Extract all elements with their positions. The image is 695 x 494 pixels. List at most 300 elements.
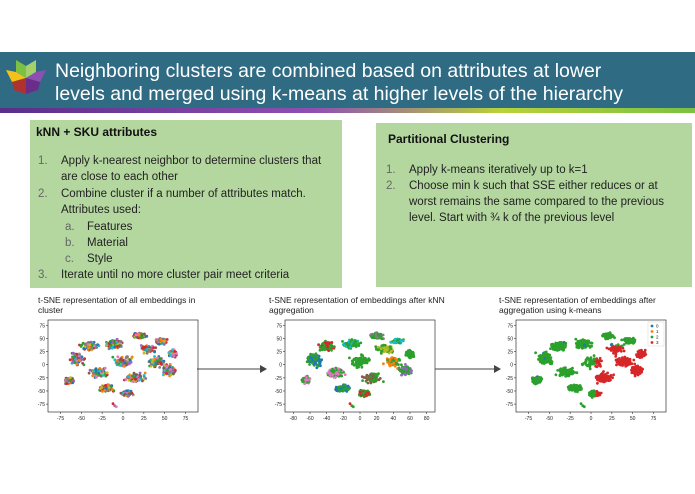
scatter-point [596, 393, 599, 396]
list-item-text: Attributes used: [61, 204, 141, 216]
scatter-point [160, 363, 163, 366]
scatter-point [398, 341, 401, 344]
scatter-point [91, 374, 94, 377]
scatter-point [372, 374, 375, 377]
scatter-point [126, 389, 129, 392]
legend-label: 2 [656, 334, 659, 340]
scatter-point [169, 368, 172, 371]
scatter-point [615, 364, 618, 367]
scatter-point [589, 342, 592, 345]
scatter-point [95, 367, 98, 370]
scatter-point [111, 388, 114, 391]
scatter-point [111, 356, 114, 359]
y-tick-label: -25 [505, 375, 513, 382]
scatter-point [560, 373, 563, 376]
scatter-point [409, 352, 412, 355]
scatter-point [82, 342, 85, 345]
scatter-point [173, 350, 176, 353]
y-tick-label: 25 [39, 349, 45, 356]
scatter-point [539, 381, 542, 384]
scatter-point [351, 360, 354, 363]
scatter-point [158, 366, 161, 369]
scatter-point [335, 386, 338, 389]
scatter-point [541, 362, 544, 365]
scatter-point [632, 359, 635, 362]
scatter-point [551, 345, 554, 348]
scatter-point [583, 340, 586, 343]
scatter-point [130, 390, 133, 393]
scatter-point [389, 341, 392, 344]
scatter-point [536, 379, 539, 382]
accent-stripe [0, 108, 695, 113]
scatter-point [331, 373, 334, 376]
x-tick-label: 0 [121, 416, 125, 422]
scatter-point [609, 379, 612, 382]
scatter-point [376, 375, 379, 378]
scatter-point [359, 391, 362, 394]
scatter-point [613, 336, 616, 339]
scatter-point [576, 371, 579, 374]
scatter-point [304, 379, 307, 382]
scatter-point [404, 373, 407, 376]
scatter-point [139, 374, 142, 377]
scatter-point [92, 372, 95, 375]
scatter-point [588, 363, 591, 366]
scatter-point [141, 380, 144, 383]
scatter-point [172, 372, 175, 375]
x-tick-label: -60 [306, 416, 314, 422]
scatter-point [582, 362, 585, 365]
y-tick-label: 0 [279, 362, 282, 369]
scatter-point [142, 347, 145, 350]
y-tick-label: 50 [39, 336, 45, 343]
scatter-point [127, 362, 130, 365]
x-tick-label: -25 [566, 416, 574, 422]
scatter-point [347, 344, 350, 347]
scatter-point [329, 374, 332, 377]
scatter-point [390, 357, 393, 360]
y-tick-label: -25 [37, 375, 45, 382]
scatter-point [409, 371, 412, 374]
scatter-point [165, 366, 168, 369]
scatter-point [389, 359, 392, 362]
scatter-point [607, 375, 610, 378]
scatter-point [71, 360, 74, 363]
scatter-point [599, 374, 602, 377]
scatter-point [172, 368, 175, 371]
scatter-point [311, 362, 314, 365]
scatter-point [407, 353, 410, 356]
scatter-point [135, 373, 138, 376]
scatter-point [131, 375, 134, 378]
sub-list-letter: b. [65, 237, 75, 249]
scatter-point [642, 355, 645, 358]
scatter-point [144, 377, 147, 380]
scatter-point [390, 347, 393, 350]
y-tick-label: 75 [276, 323, 282, 330]
scatter-point [548, 357, 551, 360]
scatter-point [317, 343, 320, 346]
scatter-point [153, 351, 156, 354]
scatter-point [570, 368, 573, 371]
scatter-point [357, 366, 360, 369]
scatter-point [556, 369, 559, 372]
scatter-point [362, 392, 365, 395]
scatter-point [337, 373, 340, 376]
scatter-point [615, 353, 618, 356]
scatter-point [398, 369, 401, 372]
scatter-point [361, 379, 364, 382]
scatter-point [631, 368, 634, 371]
list-item-text: worst remains the same compared to the previous [409, 196, 665, 208]
scatter-point [621, 345, 624, 348]
scatter-point [332, 346, 335, 349]
list-item-text: Combine cluster if a number of attributes match. [61, 188, 306, 200]
scatter-point [340, 375, 343, 378]
scatter-point [627, 359, 630, 362]
scatter-point [340, 387, 343, 390]
scatter-point [76, 363, 79, 366]
scatter-point [116, 355, 119, 358]
scatter-point [334, 372, 337, 375]
x-tick-label: -50 [545, 416, 553, 422]
scatter-point [636, 366, 639, 369]
title-line-1: Neighboring clusters are combined based on attributes at lower [55, 60, 602, 82]
y-tick-label: 25 [507, 349, 513, 356]
scatter-point [636, 355, 639, 358]
scatter-point [358, 361, 361, 364]
scatter-point [326, 346, 329, 349]
scatter-point [128, 379, 131, 382]
list-number: 1. [38, 155, 48, 167]
scatter-point [88, 346, 91, 349]
scatter-point [572, 385, 575, 388]
scatter-point [532, 381, 535, 384]
list-number: 2. [38, 188, 48, 200]
scatter-point [408, 356, 411, 359]
legend-marker [651, 325, 654, 328]
scatter-point [404, 363, 407, 366]
y-tick-label: -50 [505, 388, 513, 395]
scatter-point [596, 382, 599, 385]
x-tick-label: 25 [609, 416, 615, 422]
scatter-point [580, 388, 583, 391]
scatter-point [627, 340, 630, 343]
scatter-point [169, 354, 172, 357]
scatter-point [366, 378, 369, 381]
scatter-point [603, 375, 606, 378]
scatter-point [597, 359, 600, 362]
scatter-point [107, 383, 110, 386]
scatter-point [365, 358, 368, 361]
scatter-point [603, 380, 606, 383]
list-item-text: Apply k-means iteratively up to k=1 [409, 164, 588, 176]
scatter-point [71, 356, 74, 359]
scatter-point [591, 359, 594, 362]
scatter-point [83, 357, 86, 360]
scatter-point [112, 402, 115, 405]
scatter-point [593, 354, 596, 357]
scatter-point [633, 363, 636, 366]
scatter-point [137, 378, 140, 381]
y-tick-label: 50 [276, 336, 282, 343]
scatter-point [564, 346, 567, 349]
scatter-point [540, 378, 543, 381]
scatter-point [317, 358, 320, 361]
chart-3-title: t-SNE representation of embeddings after aggregation using k-means [499, 295, 656, 315]
scatter-chart-3 [496, 318, 671, 428]
scatter-point [644, 349, 647, 352]
scatter-point [400, 374, 403, 377]
scatter-point [81, 362, 84, 365]
chart-1-title: t-SNE representation of all embeddings in cluster [38, 295, 196, 315]
scatter-point [134, 378, 137, 381]
scatter-point [394, 338, 397, 341]
scatter-point [362, 361, 365, 364]
scatter-point [123, 365, 126, 368]
scatter-point [143, 352, 146, 355]
scatter-point [359, 342, 362, 345]
scatter-point [74, 358, 77, 361]
scatter-point [609, 333, 612, 336]
scatter-point [69, 358, 72, 361]
scatter-point [616, 349, 619, 352]
scatter-point [398, 359, 401, 362]
scatter-point [172, 353, 175, 356]
scatter-point [355, 344, 358, 347]
scatter-point [80, 358, 83, 361]
x-tick-label: 0 [358, 416, 362, 422]
x-tick-label: 75 [650, 416, 657, 422]
arrow-right-icon [434, 364, 502, 374]
scatter-point [162, 371, 165, 374]
scatter-point [385, 348, 388, 351]
scatter-point [143, 333, 146, 336]
scatter-point [595, 377, 598, 380]
scatter-point [73, 353, 76, 356]
scatter-point [108, 347, 111, 350]
scatter-point [624, 363, 627, 366]
scatter-point [314, 358, 317, 361]
scatter-point [564, 342, 567, 345]
scatter-point [579, 384, 582, 387]
y-tick-label: -50 [274, 388, 282, 395]
scatter-point [115, 341, 118, 344]
scatter-point [307, 356, 310, 359]
x-tick-label: -75 [524, 416, 533, 422]
scatter-point [101, 390, 104, 393]
scatter-point [380, 337, 383, 340]
scatter-point [99, 387, 102, 390]
scatter-point [348, 357, 351, 360]
scatter-point [369, 375, 372, 378]
scatter-point [90, 347, 93, 350]
scatter-point [127, 375, 130, 378]
scatter-point [351, 345, 354, 348]
scatter-point [319, 349, 322, 352]
scatter-point [154, 364, 157, 367]
knn-heading: kNN + SKU attributes [36, 125, 158, 139]
list-number: 3. [38, 269, 48, 281]
scatter-point [371, 335, 374, 338]
scatter-point [341, 340, 344, 343]
scatter-point [394, 365, 397, 368]
scatter-point [163, 343, 166, 346]
scatter-point [310, 353, 313, 356]
y-tick-label: -25 [274, 375, 282, 382]
list-item-text: level. Start with ¾ k of the previous level [409, 212, 615, 224]
scatter-point [128, 392, 131, 395]
scatter-point [351, 363, 354, 366]
scatter-point [400, 339, 403, 342]
scatter-point [564, 373, 567, 376]
scatter-point [577, 388, 580, 391]
y-tick-label: -50 [37, 388, 45, 395]
scatter-point [334, 376, 337, 379]
y-tick-label: 0 [510, 362, 513, 369]
scatter-point [370, 382, 373, 385]
list-item-text: Iterate until no more cluster pair meet criteria [61, 269, 290, 281]
scatter-point [614, 346, 617, 349]
scatter-point [323, 345, 326, 348]
scatter-point [599, 357, 602, 360]
scatter-point [549, 347, 552, 350]
legend-label: 0 [656, 323, 659, 329]
scatter-point [379, 377, 382, 380]
sub-list-item: Features [87, 221, 133, 233]
scatter-chart-1 [28, 318, 203, 428]
scatter-point [580, 402, 583, 405]
scatter-point [69, 376, 72, 379]
scatter-point [636, 371, 639, 374]
scatter-point [89, 369, 92, 372]
scatter-point [382, 380, 385, 383]
scatter-point [555, 373, 558, 376]
y-tick-label: 50 [507, 336, 513, 343]
scatter-point [308, 363, 311, 366]
sub-list-letter: c. [65, 253, 74, 265]
scatter-point [108, 386, 111, 389]
scatter-point [89, 343, 92, 346]
scatter-point [637, 350, 640, 353]
scatter-point [116, 338, 119, 341]
scatter-point [109, 341, 112, 344]
scatter-point [104, 367, 107, 370]
legend-marker [651, 336, 654, 339]
scatter-point [402, 371, 405, 374]
scatter-point [146, 348, 149, 351]
scatter-point [333, 369, 336, 372]
x-tick-label: -40 [323, 416, 331, 422]
scatter-point [610, 346, 613, 349]
scatter-point [126, 355, 129, 358]
scatter-point [590, 345, 593, 348]
scatter-point [410, 356, 413, 359]
scatter-point [125, 378, 128, 381]
x-tick-label: 60 [407, 416, 413, 422]
scatter-point [629, 362, 632, 365]
scatter-point [95, 372, 98, 375]
scatter-point [576, 390, 579, 393]
scatter-point [382, 334, 385, 337]
scatter-point [81, 355, 84, 358]
scatter-point [116, 345, 119, 348]
scatter-point [382, 362, 385, 365]
scatter-point [576, 384, 579, 387]
list-number: 2. [386, 180, 396, 192]
scatter-point [314, 361, 317, 364]
scatter-point [606, 379, 609, 382]
scatter-point [338, 390, 341, 393]
scatter-point [591, 396, 594, 399]
scatter-point [160, 338, 163, 341]
title-line-2: levels and merged using k-means at higher levels of the hierarchy [55, 83, 623, 105]
scatter-point [153, 355, 156, 358]
scatter-point [580, 343, 583, 346]
scatter-point [71, 381, 74, 384]
scatter-point [165, 372, 168, 375]
scatter-point [569, 371, 572, 374]
scatter-point [347, 388, 350, 391]
scatter-point [534, 351, 537, 354]
scatter-point [156, 359, 159, 362]
list-item-text: Choose min k such that SSE either reduces or at [409, 180, 658, 192]
x-tick-label: 0 [589, 416, 593, 422]
scatter-point [397, 363, 400, 366]
scatter-point [361, 375, 364, 378]
scatter-point [115, 405, 118, 408]
scatter-point [78, 359, 81, 362]
scatter-point [390, 364, 393, 367]
scatter-point [158, 343, 161, 346]
scatter-point [95, 376, 98, 379]
scatter-point [393, 341, 396, 344]
scatter-point [135, 333, 138, 336]
scatter-point [377, 333, 380, 336]
scatter-point [400, 363, 403, 366]
scatter-point [102, 374, 105, 377]
scatter-point [151, 361, 154, 364]
scatter-point [361, 366, 364, 369]
scatter-point [349, 402, 352, 405]
scatter-point [361, 354, 364, 357]
scatter-point [380, 352, 383, 355]
scatter-point [366, 374, 369, 377]
scatter-point [377, 348, 380, 351]
scatter-point [589, 368, 592, 371]
x-tick-label: -75 [56, 416, 65, 422]
scatter-point [350, 339, 353, 342]
scatter-point [616, 361, 619, 364]
scatter-point [152, 346, 155, 349]
scatter-point [166, 338, 169, 341]
scatter-point [575, 342, 578, 345]
scatter-point [608, 336, 611, 339]
scatter-point [66, 378, 69, 381]
scatter-point [307, 379, 310, 382]
partitional-heading: Partitional Clustering [388, 132, 510, 146]
scatter-point [600, 360, 603, 363]
scatter-point [116, 362, 119, 365]
x-tick-label: 50 [161, 416, 168, 422]
scatter-point [593, 362, 596, 365]
scatter-point [144, 372, 147, 375]
scatter-point [539, 357, 542, 360]
scatter-point [360, 358, 363, 361]
scatter-point [130, 361, 133, 364]
scatter-point [373, 378, 376, 381]
x-tick-label: -25 [98, 416, 106, 422]
